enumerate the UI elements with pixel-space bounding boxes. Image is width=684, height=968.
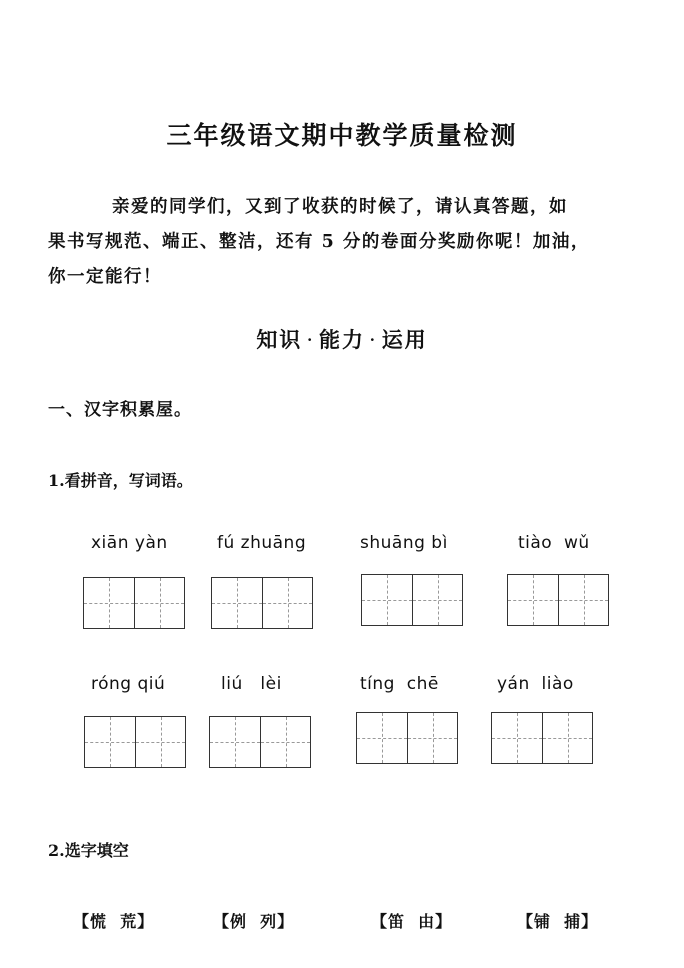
writing-cell[interactable] — [362, 575, 412, 625]
pinyin-7: tíng chē — [360, 674, 439, 694]
writing-grid-5[interactable] — [84, 716, 186, 768]
writing-cell[interactable] — [492, 713, 542, 763]
writing-cell[interactable] — [407, 713, 457, 763]
pinyin-2: fú zhuāng — [217, 533, 307, 553]
question-2-label: 2.选字填空 — [48, 841, 129, 860]
writing-grid-3[interactable] — [361, 574, 463, 626]
intro-line-2: 果书写规范、端正、整洁，还有 5 分的卷面分奖励你呢！加油， — [48, 232, 590, 252]
writing-cell[interactable] — [558, 575, 608, 625]
page-title: 三年级语文期中教学质量检测 — [166, 121, 518, 150]
section-separator-2: · — [369, 328, 378, 352]
section-separator-1: · — [306, 328, 315, 352]
part-one-heading: 一、汉字积累屋。 — [48, 400, 192, 420]
writing-cell[interactable] — [412, 575, 462, 625]
intro-line-1-text: 亲爱的同学们，又到了收获的时候了，请认真答题，如 — [112, 197, 568, 217]
writing-cell[interactable] — [542, 713, 592, 763]
pinyin-1: xiān yàn — [91, 533, 168, 553]
intro-line-1 — [48, 190, 648, 225]
writing-cell[interactable] — [262, 578, 312, 628]
pinyin-5: róng qiú — [91, 674, 166, 694]
intro-paragraph — [48, 190, 648, 295]
choice-group-3: 【笛 由】 — [371, 912, 453, 931]
writing-cell[interactable] — [260, 717, 310, 767]
choice-group-1: 【慌 荒】 — [73, 912, 155, 931]
question-1-label: 1.看拼音，写词语。 — [48, 471, 193, 490]
writing-cell[interactable] — [134, 578, 184, 628]
choice-group-2: 【例 列】 — [213, 912, 295, 931]
writing-cell[interactable] — [135, 717, 185, 767]
writing-cell[interactable] — [508, 575, 558, 625]
writing-cell[interactable] — [212, 578, 262, 628]
section-part-2: 能力 — [319, 327, 365, 352]
writing-grid-7[interactable] — [356, 712, 458, 764]
section-title — [0, 324, 684, 354]
intro-line-3: 你一定能行！ — [48, 267, 162, 287]
choice-group-4: 【铺 捕】 — [517, 912, 599, 931]
writing-grid-6[interactable] — [209, 716, 311, 768]
writing-grid-1[interactable] — [83, 577, 185, 629]
writing-cell[interactable] — [85, 717, 135, 767]
writing-cell[interactable] — [210, 717, 260, 767]
writing-cell[interactable] — [84, 578, 134, 628]
writing-grid-4[interactable] — [507, 574, 609, 626]
pinyin-8: yán liào — [497, 674, 574, 694]
writing-grid-2[interactable] — [211, 577, 313, 629]
section-part-3: 运用 — [381, 327, 428, 352]
pinyin-6: liú lèi — [221, 674, 282, 694]
writing-grid-8[interactable] — [491, 712, 593, 764]
writing-cell[interactable] — [357, 713, 407, 763]
section-part-1: 知识 — [256, 327, 303, 352]
pinyin-4: tiào wǔ — [518, 533, 590, 553]
pinyin-3: shuāng bì — [360, 533, 448, 553]
